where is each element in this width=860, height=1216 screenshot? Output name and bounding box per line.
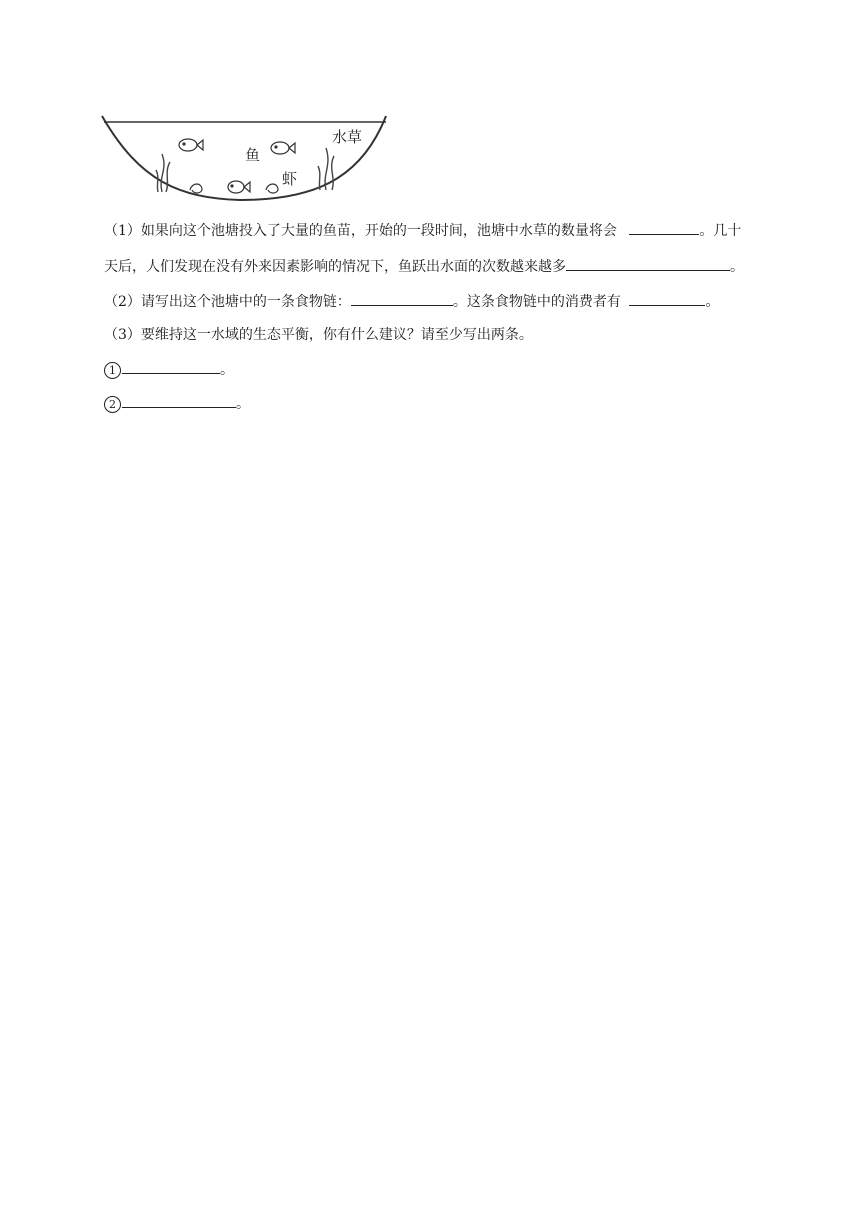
circled-number-2: 2 (104, 396, 121, 413)
label-shrimp: 虾 (282, 170, 298, 188)
circled-number-1: 1 (104, 362, 121, 379)
q3-text: （3）要维持这一水域的生态平衡，你有什么建议？请至少写出两条。 (104, 327, 533, 343)
suggestion-1-blank[interactable] (122, 359, 220, 374)
q1-text-b: 。几十 (699, 223, 742, 239)
label-water-grass: 水草 (332, 128, 363, 146)
shrimp-icon (190, 184, 202, 193)
fish-icon (228, 181, 250, 193)
suggestion-2-end: 。 (236, 396, 250, 412)
question-1-line-2 (104, 256, 744, 277)
suggestion-2-line (104, 393, 250, 414)
q1-answer-blank-1[interactable] (629, 220, 699, 235)
question-1-line-1 (104, 220, 741, 241)
q2-consumers-blank[interactable] (629, 291, 705, 306)
shrimp-icon (266, 184, 278, 193)
question-3-line (104, 325, 533, 345)
suggestion-2-blank[interactable] (122, 393, 236, 408)
fish-icon (179, 139, 203, 151)
q2-text-b: 。这条食物链中的消费者有 (452, 294, 621, 310)
suggestion-1-end: 。 (220, 362, 234, 378)
q2-food-chain-blank[interactable] (351, 291, 453, 306)
q2-text-c: 。 (705, 294, 720, 310)
q1-answer-blank-2[interactable] (566, 256, 730, 271)
q1-text-a: （1）如果向这个池塘投入了大量的鱼苗，开始的一段时间，池塘中水草的数量将会 (104, 223, 617, 239)
q1-text-d: 。 (730, 259, 744, 275)
q2-text-a: （2）请写出这个池塘中的一条食物链： (104, 294, 351, 310)
water-grass-left-icon (156, 154, 170, 192)
q1-text-c: 天后，人们发现在没有外来因素影响的情况下，鱼跃出水面的次数越来越多 (104, 259, 566, 275)
question-2-line (104, 291, 719, 312)
suggestion-1-line (104, 359, 234, 380)
fish-icon (271, 142, 295, 154)
pond-diagram (100, 112, 390, 202)
label-fish: 鱼 (245, 146, 261, 164)
